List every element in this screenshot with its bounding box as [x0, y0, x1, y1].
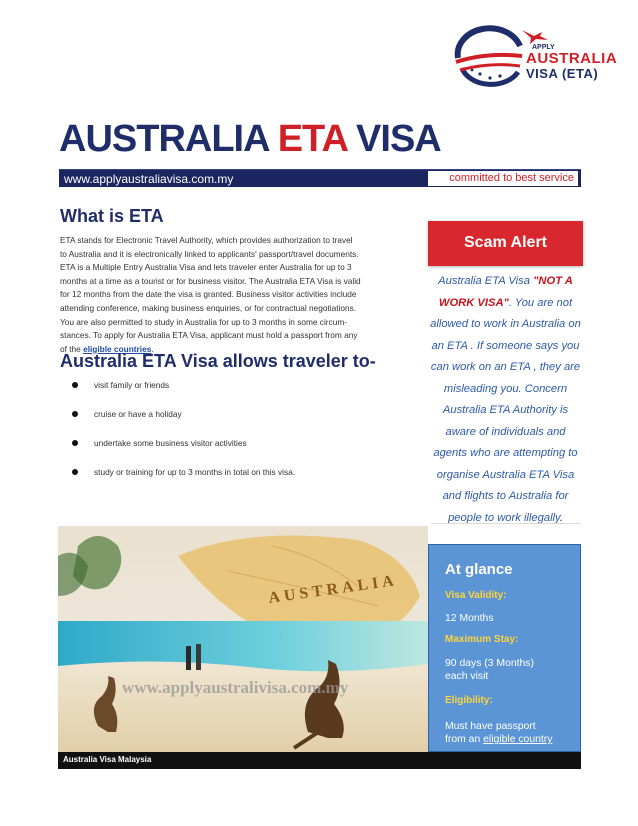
bullet-icon [72, 382, 78, 388]
list-item [70, 409, 400, 438]
title-banner [59, 169, 581, 187]
photo-caption-bar [58, 752, 581, 769]
stay-line: each visit [445, 671, 489, 682]
what-line: You are also permitted to study in Australia for up to 3 months in some circum- [60, 316, 347, 327]
what-line: stances. To apply for Australia ETA Visa, applicant must hold a passport from any [60, 330, 358, 341]
eligible-country-link[interactable]: eligible country [483, 734, 553, 745]
bullet-icon [72, 411, 78, 417]
eligibility-line-2 [445, 733, 581, 746]
maximum-stay-value [445, 657, 581, 683]
list-item-text: cruise or have a holiday [94, 409, 182, 419]
at-glance-panel [428, 544, 581, 752]
scam-text-start: Australia ETA Visa [438, 275, 534, 287]
eligibility-value [445, 720, 581, 746]
list-item [70, 380, 400, 409]
list-item-text: visit family or friends [94, 380, 170, 390]
scam-emphasis: "NOT A WORK VISA" [438, 275, 573, 309]
what-is-eta-heading: What is ETA [60, 206, 164, 226]
logo-australia-text: AUSTRALIA [526, 50, 618, 67]
apply-australia-visa-logo [452, 22, 618, 88]
what-line: ETA stands for Electronic Travel Authority, which provides authorization to travel [60, 235, 353, 245]
bullet-icon [72, 440, 78, 446]
eligibility-label: Eligibility: [445, 695, 493, 706]
scam-text-end: . [559, 511, 563, 524]
title-australia: AUSTRALIA [59, 118, 269, 160]
title-visa: VISA [356, 118, 441, 160]
logo-visa-text: VISA (ETA) [526, 66, 599, 81]
scam-alert-title: Scam Alert [464, 234, 547, 251]
what-is-eta-body [60, 234, 410, 356]
photo-caption: Australia Visa Malaysia [63, 755, 152, 764]
tagline: committed to best service [449, 172, 574, 184]
title-eta: ETA [277, 118, 347, 160]
what-last-suffix: . [151, 343, 154, 354]
what-last-prefix: of the [60, 343, 84, 354]
photo-collage-image [58, 526, 428, 752]
visa-validity-label: Visa Validity: [445, 590, 507, 601]
list-item [70, 467, 400, 496]
allows-list [70, 380, 400, 496]
scam-text-mid: . You are not allowed to work in Australia on an ETA . If someone says you can work on an ETA , they are misleading you. Concern Australia ETA Authority is aware of individuals and agents who are attempting to organise Australia ETA Visa and flights to Australia for people to work illegally [430, 296, 581, 524]
eligibility-line: Must have passport [445, 721, 536, 732]
australia-beach-photo [58, 526, 428, 752]
scam-alert-body [428, 271, 583, 529]
divider [431, 523, 581, 524]
visa-validity-value: 12 Months [445, 613, 494, 624]
list-item-text: study or training for up to 3 months in total on this visa. [94, 467, 296, 477]
photo-map-label: AUSTRALIA [267, 572, 399, 607]
logo-apply-text: APPLY [532, 44, 555, 51]
what-line: ETA is a Multiple Entry Australia Visa and lets traveler enter Australia for up to 3 [60, 262, 352, 273]
at-glance-heading: At glance [445, 561, 513, 578]
photo-watermark: www.applyaustralivisa.com.my [122, 678, 349, 697]
list-item [70, 438, 400, 467]
list-item-text: undertake some business visitor activities [94, 438, 247, 448]
bullet-icon [72, 469, 78, 475]
allows-heading: Australia ETA Visa allows traveler to- [60, 351, 376, 371]
what-line: to Australia and it is electronically linked to applicants' passport/travel documents. [60, 248, 359, 259]
eligible-countries-link[interactable]: eligible countries [83, 343, 152, 354]
eligibility-prefix: from an [445, 734, 484, 745]
what-line: months at a time as a tourist or for business visitor. The Australia ETA Visa is valid [60, 275, 361, 286]
what-line: attending conference, making business enquiries, or for contractual negotiations. [60, 302, 357, 313]
what-line: for 12 months from the date the visa is granted. Business visitor activities include [60, 289, 357, 300]
page-title [59, 118, 441, 161]
stay-line: 90 days (3 Months) [445, 658, 534, 669]
maximum-stay-label: Maximum Stay: [445, 634, 519, 645]
site-url: www.applyaustraliavisa.com.my [64, 172, 234, 186]
scam-alert-header [428, 221, 583, 266]
tagline-box [428, 171, 578, 186]
